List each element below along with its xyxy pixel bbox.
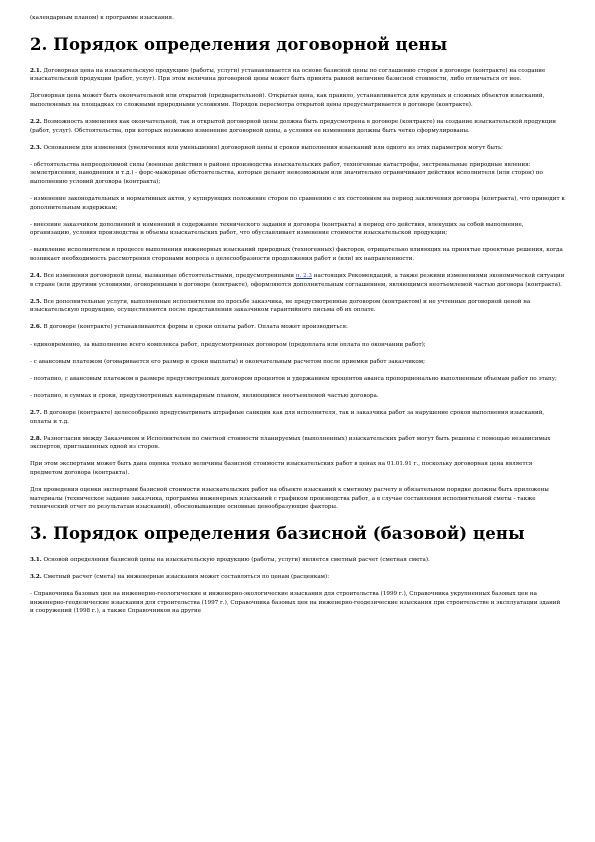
paragraph xyxy=(30,556,565,565)
paragraph-text: - с авансовым платежом (оговаривается его размер и сроки выплаты) и окончательным расчетом после приемки работ заказчиком; xyxy=(30,358,426,365)
paragraph xyxy=(30,590,565,616)
paragraph-text: Для проведения оценки экспертами базисной стоимости изыскательских работ на объекте изысканий к сметному расчету в обязательном порядке должны быть приложены материалы (техническое задание заказчика, программа инженерных изысканий с графиком производства работ, а в случае составления исполнительной сметы - также технический отчет по результатам изысканий), обосновывающие основные ценообразующие факторы. xyxy=(30,487,549,511)
paragraph-text: Основанием для изменения (увеличения или уменьшения) договорной цены и сроков выполнения изысканий или одного из этих параметров могут быть: xyxy=(43,144,503,151)
paragraph-text: Сметный расчет (смета) на инженерные изыскания может составляться по ценам (расценкам): xyxy=(43,573,330,580)
paragraph-text: - Справочника базовых цен на инженерно-геологические и инженерно-экологические изыскания для строительства (1999 г.), Справочника укрупненных базовых цен на инженерно-геодезические изыскания для строительства (1997 г.), Справочника базовых цен на инженерно-геодезические изыскания при строительстве и эксплуатации зданий и сооружений (1998 г.), а также Справочников на другие xyxy=(30,590,561,615)
paragraph-text: При этом экспертами может быть дана оценка только величины базисной стоимости изыскательских работ в ценах на 01.01.91 г., поскольку договорная цена является предметом договора (контракта). xyxy=(30,461,533,476)
paragraph-text: настоящих Рекомендаций, а также резкими изменениями экономической ситуации в стране (или другими условиями, оговоренными в договоре (контракте), оформляются дополнительным соглашением, являющимся неотъемлемой частью договора (контракта). xyxy=(30,273,565,288)
paragraph-text: - изменение законодательных и нормативных актов, у купирующих положение сторон по сравнению с их состоянием на период заключения договора (контракта), что приводит к дополнительным издержкам; xyxy=(30,196,565,211)
clause-number: 2.2. xyxy=(30,118,42,125)
section-3-body xyxy=(30,556,565,616)
paragraph-text: Договорная цена на изыскательскую продукцию (работы, услуги) устанавливается на основе базисной цены по соглашению сторон в договоре (контракте) на создание изыскательской продукции (работ, услуг). При этом величина договорной цены может быть принята равной величине базисной стоимости, либо отличаться от нее. xyxy=(30,67,546,83)
paragraph xyxy=(30,118,565,135)
paragraph xyxy=(30,92,565,109)
carryover-text: (календарным планом) к программе изыскания. xyxy=(30,15,174,21)
paragraph-text: - поэтапно, в суммах и сроки, предусмотренных календарным планом, являющимся неотъемлемой частью договора. xyxy=(30,392,379,399)
paragraph xyxy=(30,272,565,289)
paragraph xyxy=(30,246,565,263)
paragraph-text: - внесение заказчиком дополнений и изменений в содержание технического задания и договора (контракта) в период его действия, влекущих за собой выполнение, организацию, условия производства и объемы изыскательских работ, что обуславливает изменение стоимости изыскательской продукции; xyxy=(30,221,524,237)
clause-number: 2.1. xyxy=(30,67,42,74)
clause-number: 3.1. xyxy=(30,556,42,563)
paragraph-text: Возможность изменения как окончательной, так и открытой договорной цены должна быть предусмотрена в договоре (контракте) на создание изыскательской продукции (работ, услуг). Обстоятельства, при которых возможно изменение договорной цены, а условия ее изменения должны быть четко сформулированы. xyxy=(30,118,556,134)
clause-reference-link[interactable]: п. 2.3 xyxy=(295,273,312,280)
clause-number: 2.7. xyxy=(30,409,42,416)
paragraph-text: В договоре (контракте) целесообразно предусматривать штрафные санкции как для исполнителя, так и заказчика работ за нарушение сроков выполнения изысканий, оплаты и т.д. xyxy=(30,409,545,425)
paragraph xyxy=(30,486,565,512)
paragraph-text: В договоре (контракте) устанавливаются формы и сроки оплаты работ. Оплата может производиться: xyxy=(43,324,348,331)
paragraph-text: Договорная цена может быть окончательной или открытой (предварительной). Открытая цена, как правило, устанавливается для крупных и сложных объектов изысканий, выполняемых на площадках со сложными природными условиями. Порядок пересмотра открытой цены предусматривается в договоре (контракте). xyxy=(30,93,545,108)
document-page xyxy=(30,14,565,624)
section-2-heading: 2. Порядок определения договорной цены xyxy=(30,34,448,54)
clause-number: 2.4. xyxy=(30,273,42,280)
paragraph xyxy=(30,323,565,332)
paragraph xyxy=(30,358,565,367)
paragraph xyxy=(30,573,565,582)
paragraph xyxy=(30,375,565,384)
clause-number: 2.3. xyxy=(30,144,42,151)
paragraph xyxy=(30,409,565,426)
section-3-heading: 3. Порядок определения базисной (базовой) цены xyxy=(30,523,525,543)
section-2-body xyxy=(30,67,565,512)
paragraph-text: - выявление исполнителем в процессе выполнения инженерных изысканий природных (техногенных) факторов, отрицательно влияющих на принятые проектные решения, когда возникает необходимость рассмотрения сторонами вопроса о целесообразности продолжения работ и (или) их направленности. xyxy=(30,247,563,262)
paragraph-text: - единовременно, за выполнение всего комплекса работ, предусмотренных договором (предоплата или оплата по окончании работ); xyxy=(30,341,426,348)
clause-number: 2.5. xyxy=(30,298,42,305)
paragraph-text: Разногласия между Заказчиком и Исполнителем по сметной стоимости планируемых (выполненных) изыскательских работ могут быть решены с помощью независимых экспертов, приглашенных одной из сторон. xyxy=(30,435,551,451)
paragraph xyxy=(30,144,565,153)
paragraph xyxy=(30,341,565,350)
paragraph xyxy=(30,392,565,401)
paragraph xyxy=(30,298,565,315)
paragraph xyxy=(30,195,565,212)
paragraph-text: - поэтапно, с авансовым платежом в размере предусмотренных договором процентов и удержанием процентов аванса пропорционально выполненным объемам работ по этапу; xyxy=(30,375,557,382)
paragraph-text: Все дополнительные услуги, выполненные исполнителем по просьбе заказчика, не предусмотренные договором (контрактом) и не учтенные договорной ценой на изыскательскую продукцию, осуществляются после представления заказчиком гарантийного письма об их оплате. xyxy=(30,298,531,314)
paragraph-text: Все изменения договорной цены, вызванные обстоятельствами, предусмотренными xyxy=(43,273,296,280)
clause-number: 3.2. xyxy=(30,573,42,580)
paragraph xyxy=(30,460,565,477)
clause-number: 2.8. xyxy=(30,435,42,442)
paragraph xyxy=(30,435,565,452)
paragraph-text: Основой определения базисной цены на изыскательскую продукцию (работы, услуги) является сметный расчет (сметная смета). xyxy=(43,556,430,563)
paragraph xyxy=(30,161,565,187)
paragraph-text: - обстоятельства непреодолимой силы (военные действия в районе производства изыскательских работ, техногенные катастрофы, экстремальные природные явления: землетрясения, наводнения и т.д.) - форс-мажорные обстоятельства, которые делают невозможным или значительно ограничивают действия исполнителя (или сторон) по выполнению условий договора (контракта); xyxy=(30,161,543,185)
clause-number: 2.6. xyxy=(30,324,42,331)
paragraph xyxy=(30,221,565,238)
paragraph xyxy=(30,67,565,84)
